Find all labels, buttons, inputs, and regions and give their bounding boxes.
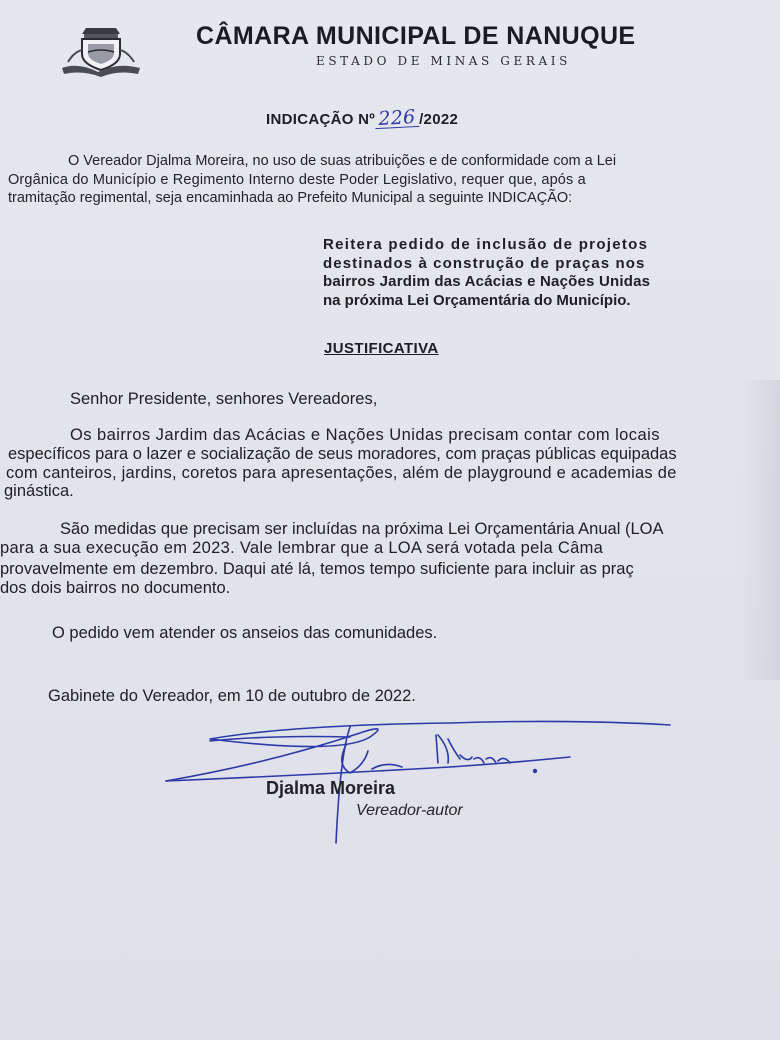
paragraph2-line: para a sua execução em 2023. Vale lembrar que a LOA será votada pela Câma	[0, 539, 604, 557]
justification-heading: JUSTIFICATIVA	[324, 340, 439, 357]
page-shadow	[740, 380, 780, 680]
intro-line: tramitação regimental, seja encaminhada ao Prefeito Municipal a seguinte INDICAÇÃO:	[8, 190, 573, 206]
request-line: bairros Jardim das Acácias e Nações Unidas	[323, 273, 651, 290]
intro-line: O Vereador Djalma Moreira, no uso de suas atribuições e de conformidade com a Lei	[68, 153, 617, 169]
paragraph2-line: provavelmente em dezembro. Daqui até lá, temos tempo suficiente para incluir as praç	[0, 560, 634, 578]
closing-line: Gabinete do Vereador, em 10 de outubro de 2022.	[48, 687, 416, 705]
indication-title	[266, 106, 459, 130]
indication-year: /2022	[419, 111, 459, 128]
paragraph1-line: ginástica.	[4, 482, 74, 500]
organization-name: CÂMARA MUNICIPAL DE NANUQUE	[196, 22, 636, 50]
intro-line: Orgânica do Município e Regimento Interno deste Poder Legislativo, requer que, após a	[8, 172, 586, 188]
state-name: ESTADO DE MINAS GERAIS	[316, 54, 571, 68]
signer-role: Vereador-autor	[356, 802, 463, 819]
signer-name: Djalma Moreira	[266, 778, 396, 798]
paragraph2-line: dos dois bairros no documento.	[0, 579, 231, 597]
paragraph1-line: Os bairros Jardim das Acácias e Nações Unidas precisam contar com locais	[70, 426, 660, 444]
paragraph2-line: São medidas que precisam ser incluídas na próxima Lei Orçamentária Anual (LOA	[60, 520, 664, 538]
coat-of-arms-icon	[58, 22, 144, 78]
paragraph3: O pedido vem atender os anseios das comunidades.	[52, 624, 438, 642]
request-line: destinados à construção de praças nos	[323, 254, 646, 272]
request-line: na próxima Lei Orçamentária do Município.	[323, 291, 631, 309]
request-line: Reitera pedido de inclusão de projetos	[323, 236, 649, 253]
indication-prefix: INDICAÇÃO Nº	[266, 111, 376, 128]
indication-number: 226	[375, 109, 420, 129]
paragraph1-line: específicos para o lazer e socialização de seus moradores, com praças públicas equipadas	[8, 445, 677, 463]
salutation: Senhor Presidente, senhores Vereadores,	[70, 390, 378, 408]
request-text	[323, 236, 743, 310]
paragraph1-line: com canteiros, jardins, coretos para apresentações, além de playground e academias de	[6, 464, 677, 482]
handwritten-signature	[150, 715, 690, 850]
